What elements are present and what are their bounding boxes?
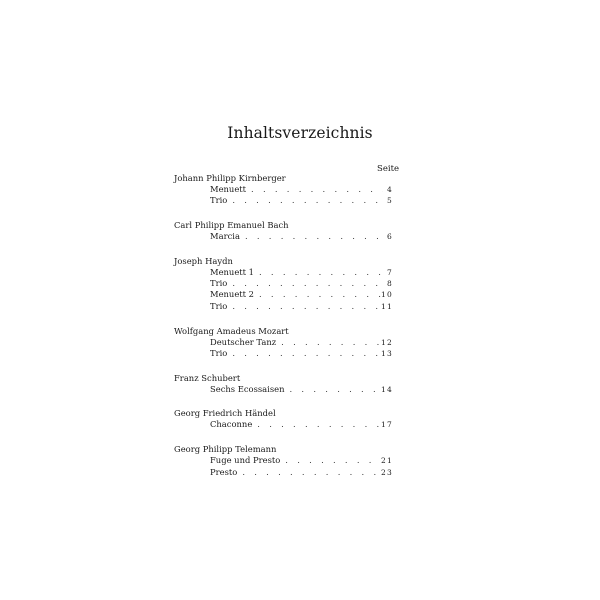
toc-entry xyxy=(174,195,393,206)
dot-leader xyxy=(254,267,383,278)
dot-leader xyxy=(252,419,381,430)
toc-group xyxy=(174,219,393,242)
piece-title: Trio xyxy=(210,195,228,206)
composer-name: Franz Schubert xyxy=(174,372,241,383)
page-number: 21 xyxy=(381,456,393,466)
toc-group xyxy=(174,255,393,312)
page-number: 23 xyxy=(381,467,393,477)
composer-name: Georg Friedrich Händel xyxy=(174,408,276,419)
toc-entry xyxy=(174,301,393,312)
toc-entry xyxy=(174,467,393,478)
toc-group xyxy=(174,372,393,395)
page-number: 8 xyxy=(387,279,393,289)
page-number: 5 xyxy=(387,196,393,206)
piece-title: Marcia xyxy=(210,231,240,242)
table-of-contents xyxy=(174,172,393,478)
toc-entry xyxy=(174,419,393,430)
toc-entry xyxy=(174,231,393,242)
piece-title: Menuett 2 xyxy=(210,289,254,300)
toc-entry xyxy=(174,384,393,395)
dot-leader xyxy=(254,289,381,300)
piece-title: Chaconne xyxy=(210,419,253,430)
piece-title: Sechs Ecossaisen xyxy=(210,383,285,394)
toc-group xyxy=(174,443,393,478)
dot-leader xyxy=(240,231,383,242)
page-number: 6 xyxy=(387,232,393,242)
composer-name: Georg Philipp Telemann xyxy=(174,444,277,455)
piece-title: Trio xyxy=(210,300,228,311)
composer-name: Carl Philipp Emanuel Bach xyxy=(174,220,289,231)
dot-leader xyxy=(280,455,381,466)
page-number: 11 xyxy=(381,301,393,311)
toc-entry xyxy=(174,289,393,300)
page-number: 14 xyxy=(381,384,393,394)
dot-leader xyxy=(276,337,381,348)
piece-title: Deutscher Tanz xyxy=(210,336,277,347)
toc-group xyxy=(174,407,393,430)
page-title: Inhaltsverzeichnis xyxy=(227,124,373,142)
toc-group xyxy=(174,325,393,360)
page-number: 13 xyxy=(381,348,393,358)
piece-title: Trio xyxy=(210,278,228,289)
dot-leader xyxy=(285,384,382,395)
toc-entry xyxy=(174,184,393,195)
dot-leader xyxy=(227,278,383,289)
toc-entry xyxy=(174,267,393,278)
page-column-header: Seite xyxy=(377,164,400,174)
dot-leader xyxy=(227,301,381,312)
page-number: 7 xyxy=(387,267,393,277)
dot-leader xyxy=(227,348,381,359)
page-number: 10 xyxy=(381,290,393,300)
piece-title: Trio xyxy=(210,347,228,358)
toc-entry xyxy=(174,278,393,289)
page-number: 17 xyxy=(381,420,393,430)
toc-entry xyxy=(174,337,393,348)
dot-leader xyxy=(237,467,381,478)
dot-leader xyxy=(227,195,383,206)
page-number: 4 xyxy=(387,185,393,194)
toc-entry xyxy=(174,348,393,359)
page-number: 12 xyxy=(381,337,393,347)
composer-name: Joseph Haydn xyxy=(174,255,233,266)
dot-leader xyxy=(246,184,383,195)
composer-name: Wolfgang Amadeus Mozart xyxy=(174,325,289,336)
piece-title: Menuett xyxy=(210,184,247,194)
composer-name: Johann Philipp Kirnberger xyxy=(174,173,286,183)
piece-title: Presto xyxy=(210,466,238,477)
toc-group xyxy=(174,172,393,207)
piece-title: Menuett 1 xyxy=(210,266,254,277)
toc-entry xyxy=(174,455,393,466)
piece-title: Fuge und Presto xyxy=(210,455,281,466)
